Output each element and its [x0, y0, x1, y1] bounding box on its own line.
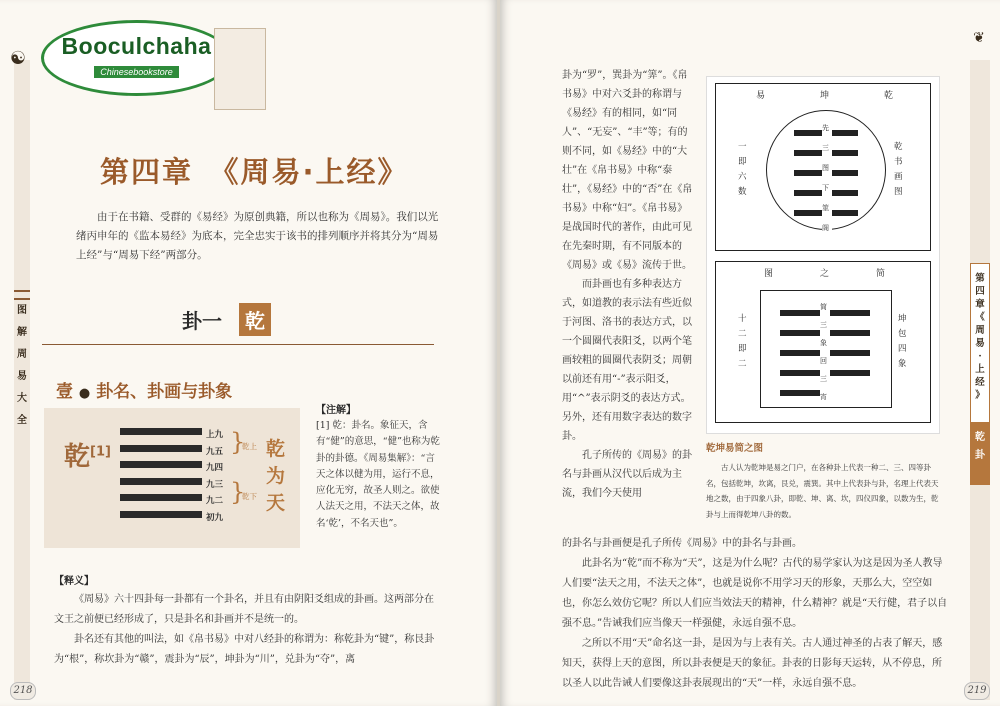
paragraph: 而卦画也有多种表达方式，如道教的表示法有些近似于河图、洛书的表达方式，以一个圆圈代表阳爻，以两个笔画较粗的圆圈代表阴爻；周朝以前还有用“-”表示阳爻，用“^”表示阴爻的表达方式。另外，还有用数字表达的数字卦。	[562, 279, 692, 442]
bar-line	[780, 370, 820, 376]
figure-center-labels: 先 三 图 下 筮 阁	[822, 118, 832, 238]
yang-line	[120, 461, 202, 468]
chapter-title: 第四章 《周易·上经》	[100, 155, 409, 189]
figure-header-char: 之	[820, 269, 830, 279]
bar-line	[780, 350, 820, 356]
section-title: 卦名、卦画与卦象	[96, 382, 233, 402]
yao-label: 初九	[206, 512, 224, 523]
yang-line	[120, 428, 202, 435]
page-number: 218	[10, 682, 36, 700]
figure-left-labels: 一 即 六 数	[738, 142, 747, 197]
yang-line	[120, 478, 202, 485]
paragraph: 此卦名为“乾”而不称为“天”，这是为什么呢？古代的易学家认为这是因为圣人教导人们要“法天之用，不法天之体”，也就是说你不用学习天的形象，天那么大，空空如也，你怎么效仿它呢？所以人们应当效法天的精神，什么精神？就是“天行健，君子以自强不息。”告诫我们应当像天一样强健，永远自强不息。	[562, 558, 948, 629]
yang-line	[120, 494, 202, 501]
yao-label: 九三	[206, 479, 224, 490]
yang-line	[120, 511, 202, 518]
gua-diagram	[44, 408, 300, 548]
figure-description: 古人认为乾坤是易之门户，在各种卦上代表一种二、三、四等卦名，包括乾坤，坎离，艮兑，震巽。其中上代表卦与卦，名理上代表天地之数，由于四象八卦，即乾、坤、离、坎，四仪四象，以数为生，乾卦与上而得乾坤八卦的数。	[706, 463, 939, 519]
bullet-icon: ●	[78, 386, 91, 401]
bar-line	[830, 350, 870, 356]
gua-heading	[182, 303, 271, 336]
figure-right-labels: 乾 书 画 图	[894, 142, 903, 197]
paragraph: 孔子所传的《周易》的卦名与卦画从汉代以后成为主流，我们今天使用	[562, 450, 692, 499]
page-number: 219	[964, 682, 990, 700]
side-vertical-title: 图 解 周 易 大 全	[17, 305, 27, 426]
chapter-intro: 由于在书籍、受群的《易经》为原创典籍，所以也称为《周易》。我们以光绪丙申年的《监本易经》为底本，完全忠实于该书的排列顺序并将其分为“周易上经”与“周易下经”两部分。	[76, 211, 439, 261]
bar-line	[830, 310, 870, 316]
paragraph: 《周易》六十四卦每一卦都有一个卦名，并且有由阴阳爻组成的卦画。这两部分在文王之前便已经形成了，只是卦名和卦画并不是统一的。	[54, 594, 434, 625]
figure-left-labels: 十 二 即 二	[738, 314, 747, 369]
yin-yang-icon: ☯	[9, 48, 27, 69]
paragraph: 卦名还有其他的叫法，如《帛书易》中对八经卦的称谓为：称乾卦为“键”，称艮卦为“根”，称坎卦为“赣”，震卦为“辰”，坤卦为“川”，兑卦为“夺”，离	[54, 634, 435, 665]
text-body	[562, 534, 948, 694]
bar-line	[780, 330, 820, 336]
bar-line	[780, 310, 820, 316]
yang-line	[120, 445, 202, 452]
notes-body: [1] 乾：卦名。象征天，含有“健”的意思，“健”也称为乾卦的卦德。《周易集解》：“言天之体以健为用，运行不息，应化无穷，故圣人则之。欲使人法天之用，不法天之体，故名‘乾’，不名天也”。	[316, 420, 440, 529]
figure-right-labels: 坤 包 四 象	[898, 314, 907, 369]
figure-caption: 乾坤易简之图	[706, 443, 764, 454]
explanation-body	[54, 590, 441, 670]
right-page	[500, 0, 1000, 706]
gua-name: 乾	[239, 303, 271, 336]
figure-header-char: 简	[876, 269, 886, 279]
explanation-title: 【释义】	[54, 576, 94, 587]
side-gua-tab: 乾 卦	[970, 423, 990, 485]
hexagram-lines	[120, 428, 202, 527]
upper-trigram-label: 乾上	[242, 442, 257, 451]
section-heading	[56, 377, 232, 402]
side-chapter-tab: 第 四 章 《 周 易 · 上 经 》	[970, 263, 990, 423]
figure-header-char: 图	[764, 269, 774, 279]
notes-title: 【注解】	[316, 405, 356, 416]
section-number: 壹	[56, 382, 73, 402]
yao-label: 九五	[206, 446, 224, 457]
figure	[706, 76, 940, 434]
bar-line	[830, 370, 870, 376]
figure-top-panel	[715, 83, 931, 251]
divider	[42, 344, 434, 345]
figure-header-char: 坤	[820, 91, 830, 101]
figure-center-labels: 简 三 象 回 三 宵	[820, 303, 827, 401]
yao-label: 九二	[206, 496, 224, 506]
bar-line	[780, 390, 820, 396]
logo-subtitle: Chinesebookstore	[94, 66, 179, 78]
lower-trigram-label: 乾下	[242, 492, 257, 501]
yao-labels	[206, 427, 223, 526]
decorative-image	[214, 28, 266, 110]
bar-line	[830, 330, 870, 336]
paragraph: 卦为“罗”，巽卦为“筭”。《帛书易》中对六爻卦的称谓与《易经》有的相同，如“同人”、“无妄”、“丰”等；有的则不同，如《易经》中的“大壮”在《帛书易》中称“泰壮”，《易经》中的“否”在《帛书易》中称“妇”。《帛书易》是战国时代的著作，由此可见在先秦时期，有不同版本的《周易》或《易》流传于世。	[562, 70, 693, 271]
figure-header-char: 乾	[884, 91, 894, 101]
yao-label: 上九	[206, 430, 224, 440]
lower-bracket: }	[230, 478, 246, 506]
watermark-logo	[41, 20, 232, 96]
ornament-icon: ❦	[973, 30, 985, 46]
figure-bottom-panel	[715, 261, 931, 423]
gua-number: 卦一	[182, 309, 222, 333]
gua-meaning: 乾为天	[266, 438, 286, 514]
text-column	[562, 66, 694, 503]
logo-title: Booculchaha	[61, 33, 212, 59]
side-mark	[14, 290, 30, 300]
upper-bracket: }	[230, 428, 246, 456]
paragraph: 的卦名与卦画便是孔子所传《周易》中的卦名与卦画。	[562, 538, 802, 549]
yao-label: 九四	[206, 463, 224, 473]
figure-header-char: 易	[756, 91, 766, 101]
left-page	[0, 0, 497, 706]
paragraph: 之所以不用“天”命名这一卦，是因为与上表有关。古人通过神圣的占表了解天，感知天，获得上天的意图，所以卦表便是天的象征。卦表的日影每天运转，从不停息，所以圣人以此告诫人们要像这卦表展现出的“天”一样，永远自强不息。	[562, 638, 943, 689]
gua-character: 乾[1]	[64, 442, 111, 472]
